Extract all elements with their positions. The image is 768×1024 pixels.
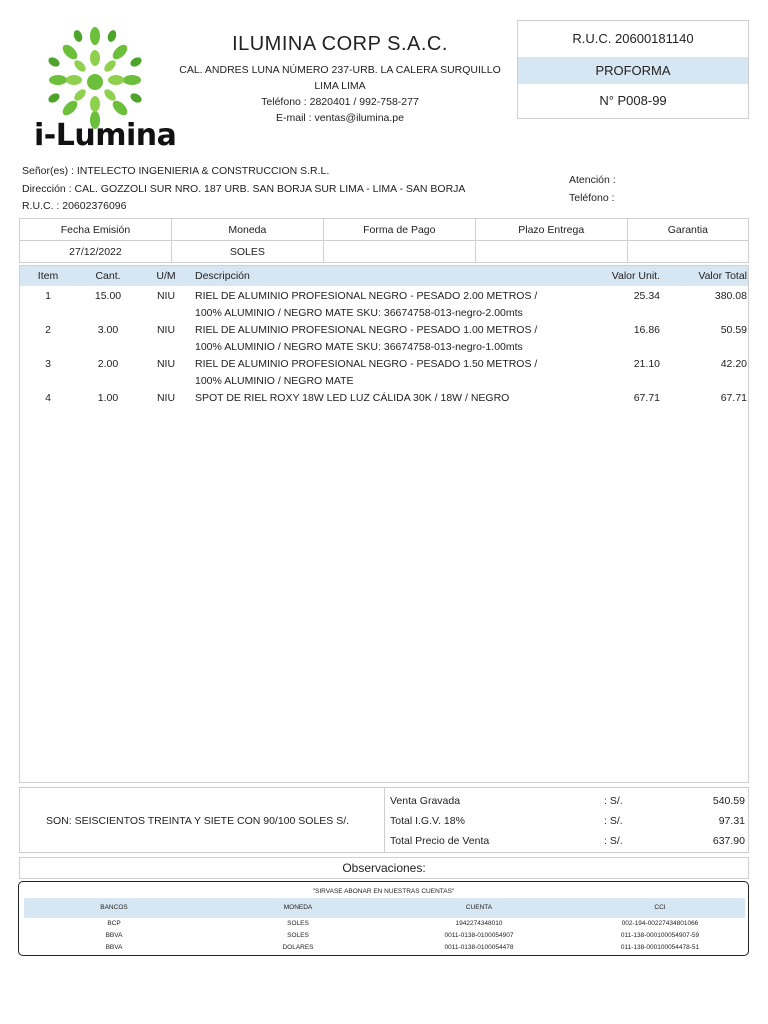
company-phone: Teléfono : 2820401 / 992-758-277 <box>261 96 419 108</box>
info-header-payment: Forma de Pago <box>323 219 475 241</box>
amount-in-words: SON: SEISCIENTOS TREINTA Y SIETE CON 90/100 SOLES S/. <box>46 815 350 827</box>
row-unit: NIU <box>156 392 176 404</box>
row-quantity: 2.00 <box>97 358 119 370</box>
row-description-line-1: RIEL DE ALUMINIO PROFESIONAL NEGRO - PESADO 2.00 METROS / <box>195 290 538 302</box>
row-unit: NIU <box>156 358 176 370</box>
total-value: 637.90 <box>712 835 745 847</box>
info-value-payment <box>323 241 475 263</box>
items-table <box>19 265 749 783</box>
row-quantity: 15.00 <box>94 290 122 302</box>
bank-currency: DOLARES <box>282 944 314 951</box>
client-info <box>22 163 465 216</box>
row-unit-value: 25.34 <box>633 290 660 302</box>
table-row <box>24 931 745 943</box>
row-description <box>195 322 595 356</box>
total-line-taxable <box>390 795 745 815</box>
row-description-line-2: 100% ALUMINIO / NEGRO MATE SKU: 36674758-013-negro-2.00mts <box>195 307 523 319</box>
row-unit-value: 67.71 <box>633 392 660 404</box>
observations-label: Observaciones: <box>19 857 749 879</box>
row-unit-value: 16.86 <box>633 324 660 336</box>
bank-account: 1942274348010 <box>455 920 503 927</box>
company-address-line-2: LIMA LIMA <box>314 80 366 92</box>
row-description <box>195 288 595 322</box>
document-info-table <box>19 218 749 263</box>
info-header-delivery: Plazo Entrega <box>475 219 627 241</box>
logo-wordmark: i-Lumina <box>34 118 177 153</box>
header-total-value: Valor Total <box>698 270 747 282</box>
row-total-value: 42.20 <box>720 358 747 370</box>
row-total-value: 50.59 <box>720 324 747 336</box>
company-address-line-1: CAL. ANDRES LUNA NÚMERO 237-URB. LA CALERA SURQUILLO <box>179 64 501 76</box>
bank-name: BBVA <box>105 932 123 939</box>
row-unit: NIU <box>156 324 176 336</box>
row-item: 1 <box>45 290 51 302</box>
total-label: Total Precio de Venta <box>390 835 490 847</box>
total-line-igv <box>390 815 745 835</box>
bank-currency: SOLES <box>287 920 309 927</box>
document-type: PROFORMA <box>518 57 748 84</box>
row-unit-value: 21.10 <box>633 358 660 370</box>
header-unit: U/M <box>156 270 176 282</box>
bank-name: BCP <box>107 920 121 927</box>
total-value: 540.59 <box>712 795 745 807</box>
row-quantity: 1.00 <box>97 392 119 404</box>
bank-cci: 002-194-00227434801066 <box>621 920 699 927</box>
company-header <box>165 32 515 126</box>
document-id-box <box>517 20 749 119</box>
info-header-currency: Moneda <box>171 219 323 241</box>
totals-box <box>19 787 749 853</box>
table-row <box>20 322 748 356</box>
items-header-row <box>20 266 748 286</box>
row-description <box>195 390 595 407</box>
bank-note: "SIRVASE ABONAR EN NUESTRAS CUENTAS" <box>312 888 455 895</box>
client-name: Señor(es) : INTELECTO INGENIERIA & CONSTRUCCION S.R.L. <box>22 165 330 177</box>
table-row <box>24 919 745 931</box>
row-description-line-1: SPOT DE RIEL ROXY 18W LED LUZ CÁLIDA 30K / 18W / NEGRO <box>195 392 510 404</box>
info-value-date: 27/12/2022 <box>20 241 172 263</box>
bank-name: BBVA <box>105 944 123 951</box>
bank-cci: 011-138-000100054478-51 <box>620 944 700 951</box>
bank-currency: SOLES <box>287 932 309 939</box>
row-unit: NIU <box>156 290 176 302</box>
row-description-line-1: RIEL DE ALUMINIO PROFESIONAL NEGRO - PESADO 1.00 METROS / <box>195 324 538 336</box>
total-value: 97.31 <box>718 815 745 827</box>
header-unit-value: Valor Unit. <box>611 270 660 282</box>
table-row <box>20 356 748 390</box>
row-item: 2 <box>45 324 51 336</box>
row-description <box>195 356 595 390</box>
client-address: Dirección : CAL. GOZZOLI SUR NRO. 187 URB. SAN BORJA SUR LIMA - LIMA - SAN BORJA <box>22 182 466 195</box>
client-ruc: R.U.C. : 20602376096 <box>22 200 127 212</box>
header-item: Item <box>37 270 59 282</box>
row-item: 3 <box>45 358 51 370</box>
bank-header-row <box>24 898 745 918</box>
client-phone-label: Teléfono : <box>569 192 615 204</box>
total-currency: : S/. <box>604 795 623 807</box>
bank-account: 0011-0138-0100054478 <box>444 944 514 951</box>
bank-account: 0011-0138-0100054907 <box>444 932 514 939</box>
table-row <box>20 288 748 322</box>
row-item: 4 <box>45 392 51 404</box>
total-currency: : S/. <box>604 815 623 827</box>
document-ruc: R.U.C. 20600181140 <box>572 31 694 46</box>
totals-divider <box>384 788 385 852</box>
total-label: Venta Gravada <box>390 795 461 807</box>
header-description: Descripción <box>195 270 250 282</box>
header-quantity: Cant. <box>95 270 121 282</box>
info-value-delivery <box>475 241 627 263</box>
company-name: ILUMINA CORP S.A.C. <box>232 33 448 55</box>
table-row <box>24 943 745 955</box>
row-description-line-1: RIEL DE ALUMINIO PROFESIONAL NEGRO - PESADO 1.50 METROS / <box>195 358 538 370</box>
bank-header-currency: MONEDA <box>283 904 313 911</box>
info-value-currency: SOLES <box>171 241 323 263</box>
bank-header-account: CUENTA <box>465 904 493 911</box>
table-row <box>20 390 748 424</box>
row-total-value: 67.71 <box>720 392 747 404</box>
row-description-line-2: 100% ALUMINIO / NEGRO MATE SKU: 36674758-013-negro-1.00mts <box>195 341 523 353</box>
bank-accounts-box <box>18 881 749 956</box>
row-description-line-2: 100% ALUMINIO / NEGRO MATE <box>195 375 354 387</box>
bank-header-cci: CCI <box>654 904 666 911</box>
total-line-grand <box>390 835 745 855</box>
company-email: E-mail : ventas@ilumina.pe <box>276 112 404 124</box>
document-number: N° P008-99 <box>599 93 667 108</box>
total-currency: : S/. <box>604 835 623 847</box>
attention-label: Atención : <box>569 174 616 186</box>
bank-header-bank: BANCOS <box>100 904 128 911</box>
bank-cci: 011-138-000100054907-59 <box>620 932 700 939</box>
info-value-row <box>20 241 749 263</box>
info-header-date: Fecha Emisión <box>20 219 172 241</box>
info-header-warranty: Garantia <box>627 219 748 241</box>
row-quantity: 3.00 <box>97 324 119 336</box>
row-total-value: 380.08 <box>714 290 747 302</box>
attention-info <box>569 171 616 207</box>
total-label: Total I.G.V. 18% <box>390 815 465 827</box>
info-header-row <box>20 219 749 241</box>
info-value-warranty <box>627 241 748 263</box>
